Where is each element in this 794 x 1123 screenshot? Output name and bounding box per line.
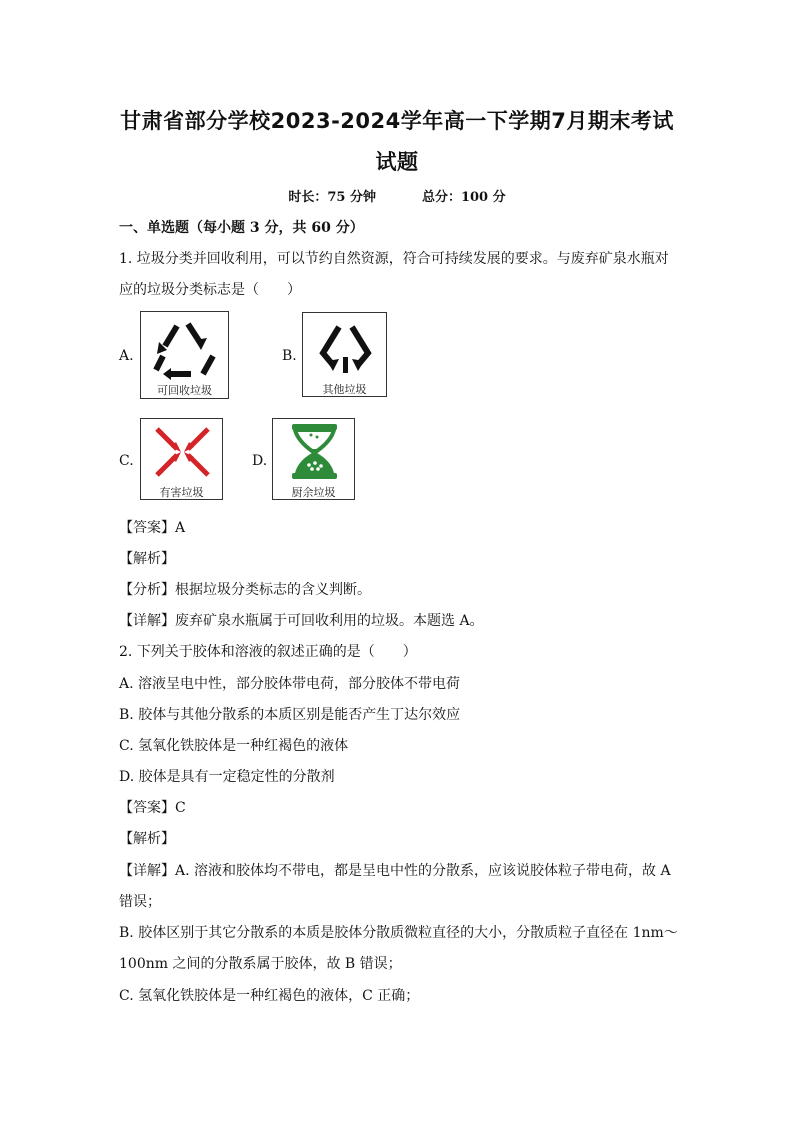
q1-option-a-sign (140, 311, 229, 399)
q1-stem-line2: 应的垃圾分类标志是（ ） (119, 282, 301, 298)
exam-duration: 时长：75 分钟 (288, 190, 376, 205)
q2-analysis-heading: 【解析】 (119, 831, 175, 847)
q1-option-b-label: B. (282, 348, 297, 364)
exam-total-score: 总分：100 分 (421, 190, 506, 205)
q2-detail-line5: C. 氢氧化铁胶体是一种红褐色的液体，C 正确； (119, 988, 420, 1004)
q1-option-c-label: C. (119, 453, 134, 469)
q1-detail: 【详解】废弃矿泉水瓶属于可回收利用的垃圾。本题选 A。 (119, 613, 484, 629)
q1-stem-line1: 1. 垃圾分类并回收利用，可以节约自然资源，符合可持续发展的要求。与废弃矿泉水瓶对 (119, 251, 669, 267)
q1-option-a-caption: 可回收垃圾 (157, 384, 212, 397)
q2-detail-line3: B. 胶体区别于其它分散系的本质是胶体分散质微粒直径的大小，分散质粒子直径在 1nm～ (119, 925, 678, 941)
q1-fenxi: 【分析】根据垃圾分类标志的含义判断。 (119, 582, 371, 598)
q1-answer: 【答案】A (119, 520, 186, 536)
page-title-continued: 试题 (375, 150, 419, 174)
q1-option-c-caption: 有害垃圾 (159, 486, 204, 499)
q1-option-d-caption: 厨余垃圾 (291, 486, 336, 499)
q1-option-d-sign (272, 418, 355, 500)
q1-option-a-label: A. (119, 348, 134, 364)
q1-option-c-sign (140, 418, 223, 500)
q2-option-b: B. 胶体与其他分散系的本质区别是能否产生丁达尔效应 (119, 707, 461, 723)
q2-option-a: A. 溶液呈电中性，部分胶体带电荷，部分胶体不带电荷 (119, 676, 461, 692)
q1-option-d-label: D. (252, 453, 268, 469)
q2-option-d: D. 胶体是具有一定稳定性的分散剂 (119, 769, 335, 785)
section-heading: 一、单选题（每小题 3 分，共 60 分） (119, 220, 364, 236)
q1-option-b-caption: 其他垃圾 (322, 383, 367, 396)
page-title: 甘肃省部分学校2023-2024学年高一下学期7月期末考试 (120, 109, 674, 133)
q2-detail-line2: 错误； (119, 894, 161, 910)
q2-detail-line1: 【详解】A. 溶液和胶体均不带电，都是呈电中性的分散系，应该说胶体粒子带电荷，故 A (119, 863, 671, 879)
q1-analysis-heading: 【解析】 (119, 551, 175, 567)
q1-option-b-sign (302, 312, 387, 397)
q2-detail-line4: 100nm 之间的分散系属于胶体，故 B 错误； (119, 956, 402, 972)
q2-option-c: C. 氢氧化铁胶体是一种红褐色的液体 (119, 738, 349, 754)
q2-answer: 【答案】C (119, 800, 186, 816)
q2-stem: 2. 下列关于胶体和溶液的叙述正确的是（ ） (119, 644, 417, 660)
exam-meta (0, 186, 794, 205)
